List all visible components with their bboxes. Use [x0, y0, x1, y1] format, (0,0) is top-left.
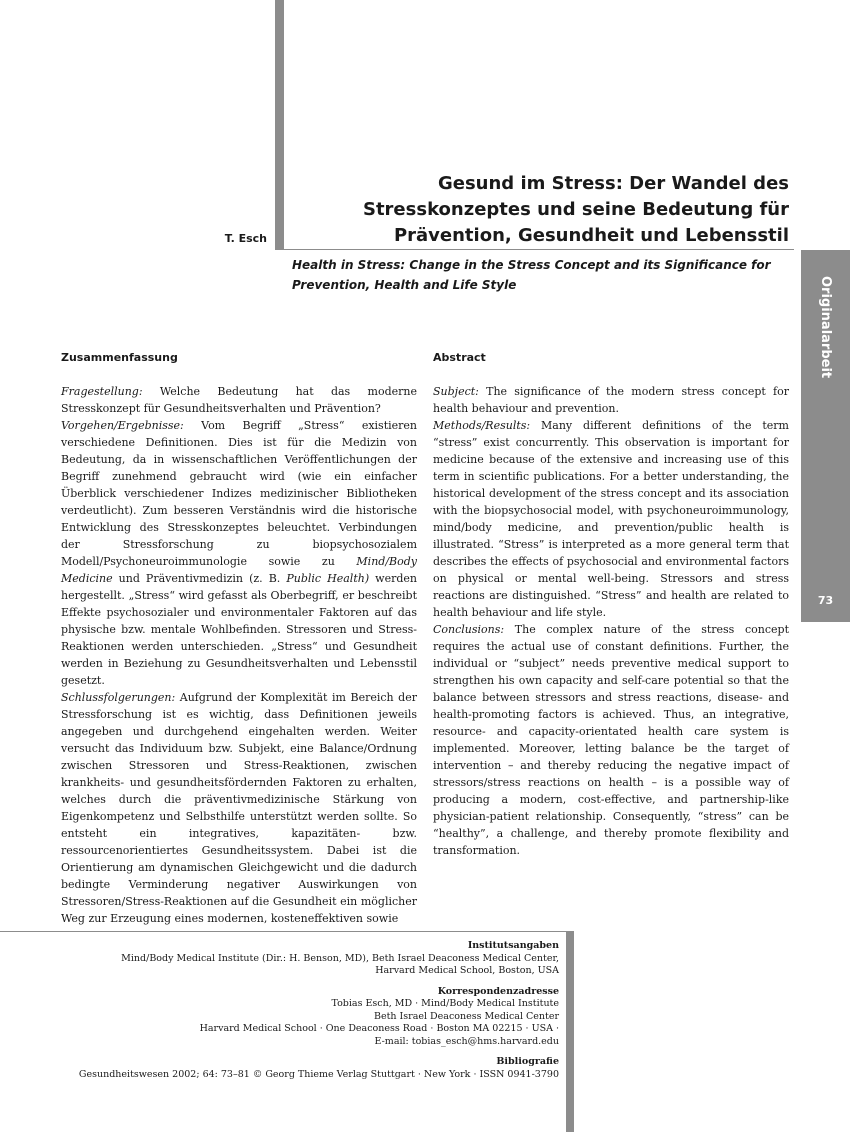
fragestellung-text: Welche Bedeutung hat das moderne Stresskonzept für Gesundheitsverhalten und Prävention? [61, 385, 417, 415]
vertical-rule-top [275, 0, 284, 250]
author: T. Esch [224, 232, 267, 245]
zusammenfassung-column [61, 349, 417, 927]
vorgehen-em-1: Mind/Body Medicine [61, 555, 417, 585]
bibliografie-heading: Bibliografie [496, 1056, 559, 1067]
title-underline [284, 249, 794, 250]
abstract-heading: Abstract [433, 351, 486, 364]
korrespondenz-email: E-mail: tobias_esch@hms.harvard.edu [374, 1035, 559, 1047]
bibliografie-line-1: Gesundheitswesen 2002; 64: 73–81 © Georg Thieme Verlag Stuttgart · New York · ISSN 0941-3790 [78, 1068, 559, 1080]
schluss-label: Schlussfolgerungen: [61, 691, 176, 704]
korrespondenz-line-3: Harvard Medical School · One Deaconess Road · Boston MA 02215 · USA · [199, 1023, 559, 1034]
article-title: Gesund im Stress: Der Wandel des Stresskonzeptes und seine Bedeutung für Prävention, Gesundheit und Lebensstil [362, 173, 789, 246]
vorgehen-text-3: werden hergestellt. „Stress“ wird gefasst als Oberbegriff, er beschreibt Effekte psychosozialer und environmentaler Faktoren auf das physische bzw. mentale Wohlbefinden. Stressoren und Stress-Reaktionen werden unterschieden. „Stress“ und Gesundheit werden in Beziehung zu Gesundheitsverhalten und Lebensstil gesetzt. [61, 572, 418, 687]
subject-text: The significance of the modern stress concept for health behaviour and prevention. [433, 385, 789, 415]
section-label: Originalarbeit [818, 276, 833, 379]
korrespondenz-heading: Korrespondenzadresse [437, 985, 559, 997]
vorgehen-text-2: und Präventivmedizin (z. B. [112, 572, 287, 585]
methods-label: Methods/Results: [433, 419, 531, 432]
page-number: 73 [817, 594, 834, 607]
conclusions-text: The complex nature of the stress concept requires the actual use of constant definitions. Further, the individual or “subject” needs preventive medical support to strengthen his own capacity and self-care potential so that the balance between stressors and stress reactions, disease- and health-promoting factors is achieved. Thus, an integrative, resource- and capacity-orientated health care system is implemented. Moreover, letting balance be the target of intervention – and thereby reducing the negative impact of stressors/stress reactions on health – is a possible way of producing a modern, cost-effective, and partnership-like physician-patient relationship. Consequently, “stress” can be “healthy”, a challenge, and thereby promote flexibility and transformation. [433, 623, 789, 857]
vorgehen-label: Vorgehen/Ergebnisse: [61, 419, 184, 432]
section-label-wrapper [801, 276, 850, 379]
subject-label: Subject: [433, 385, 479, 398]
korrespondenz-line-1: Tobias Esch, MD · Mind/Body Medical Institute [331, 998, 559, 1009]
article-info [60, 940, 559, 1081]
conclusions-label: Conclusions: [433, 623, 505, 636]
article-title-english: Health in Stress: Change in the Stress Concept and its Significance for Prevention, Health and Life Style [292, 258, 771, 292]
institutsangaben-heading: Institutsangaben [467, 940, 559, 951]
fragestellung-label: Fragestellung: [61, 385, 143, 398]
abstract-body [433, 383, 789, 859]
methods-text: Many different definitions of the term “stress” exist concurrently. This observation is important for medicine because of the extensive and increasing use of this term in scientific publications. For a better understanding, the historical development of the stress concept and its association with the biopsychosocial model, with psychoneuroimmunology, mind/body medicine, and prevention/public health is illustrated. “Stress” is interpreted as a more general term that describes the effects of psychosocial and environmental factors on physical or mental well-being. Stressors and stress reactions are distinguished. “Stress” and health are related to health behaviour and life style. [433, 419, 789, 619]
vertical-rule-bottom [566, 931, 574, 1132]
vorgehen-em-2: Public Health) [286, 572, 370, 585]
zusammenfassung-body [61, 383, 417, 927]
abstract-column [433, 349, 789, 859]
footer-rule [0, 931, 566, 932]
institutsangaben-line-2: Harvard Medical School, Boston, USA [375, 965, 559, 976]
schluss-text: Aufgrund der Komplexität im Bereich der Stressforschung ist es wichtig, dass Definitionen jeweils angegeben und durchgehend eingehalten werden. Weiter versucht das Individuum bzw. Subjekt, eine Balance/Ordnung zwischen Stressoren und Stress-Reaktionen, zwischen krankheits- und gesundheitsfördernden Faktoren zu erhalten, welches durch die präventivmedizinische Stärkung von Eigenkompetenz und Selbsthilfe unterstützt werden sollte. So entsteht ein integratives, kapazitäten- bzw. ressourcenorientiertes Gesundheitssystem. Dabei ist die Orientierung am dynamischen Gleichgewicht und die dadurch bedingte Verminderung negativer Auswirkungen von Stressoren/Stress-Reaktionen auf die Gesundheit ein möglicher Weg zur Erzeugung eines modernen, kosteneffektiven sowie [61, 691, 417, 925]
vorgehen-text-1: Vom Begriff „Stress“ existieren verschiedene Definitionen. Dies ist für die Medizin von Bedeutung, da in wissenschaftlichen Veröffentlichungen der Begriff zunehmend gebraucht wird (wie ein einfacher Überblick verschiedener Indizes medizinischer Bibliotheken verdeutlicht). Zum besseren Verständnis wird die historische Entwicklung des Stresskonzeptes beleuchtet. Verbindungen der Stressforschung zu biopsychosozialem Modell/Psychoneuroimmunologie sowie zu [61, 419, 417, 568]
institutsangaben-line-1: Mind/Body Medical Institute (Dir.: H. Benson, MD), Beth Israel Deaconess Medical Center, [121, 952, 559, 964]
korrespondenz-line-2: Beth Israel Deaconess Medical Center [373, 1010, 559, 1022]
zusammenfassung-heading: Zusammenfassung [61, 351, 178, 364]
